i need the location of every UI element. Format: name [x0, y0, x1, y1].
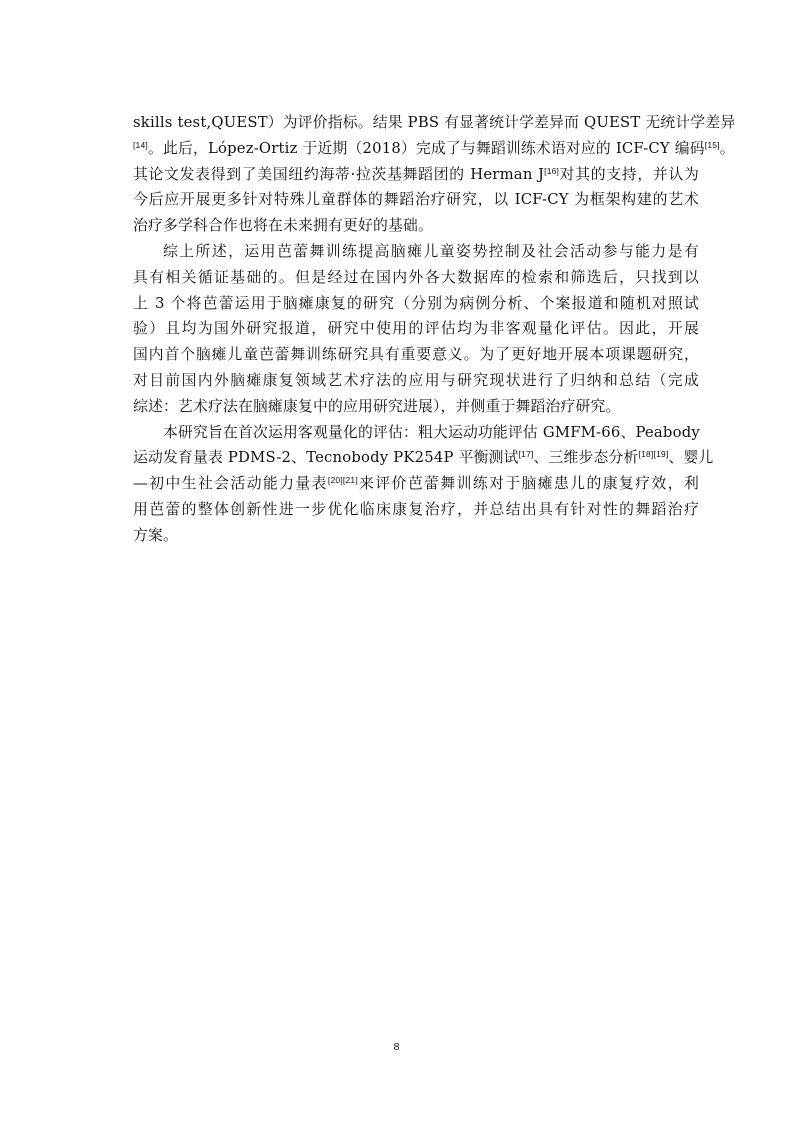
text-run: 用芭蕾的整体创新性进一步优化临床康复治疗，并总结出具有针对性的舞蹈治疗: [133, 500, 699, 518]
text-run: 、三维步态分析: [533, 449, 639, 467]
paragraph-line: [133, 162, 699, 188]
paragraph-line: [133, 497, 699, 523]
paragraph-line: [133, 213, 699, 239]
text-run: 对其的支持，并认为: [559, 165, 699, 183]
paragraph-line: [133, 523, 699, 549]
text-run: 来评价芭蕾舞训练对于脑瘫患儿的康复疗效，利: [357, 475, 699, 493]
paragraph-line: [133, 291, 699, 317]
paragraph-line: [133, 187, 699, 213]
text-run: 综述：艺术疗法在脑瘫康复中的应用研究进展），并侧重于舞蹈治疗研究。: [133, 397, 621, 415]
text-run: 本研究旨在首次运用客观量化的评估：粗大运动功能评估 GMFM-66、Peabody: [163, 423, 700, 441]
text-run: 运动发育量表 PDMS-2、Tecnobody PK254P 平衡测试: [133, 449, 519, 467]
text-run: 国内首个脑瘫儿童芭蕾舞训练研究具有重要意义。为了更好地开展本项课题研究，: [133, 346, 699, 364]
text-run: 、婴儿: [668, 449, 714, 467]
paragraph-line: [133, 265, 699, 291]
paragraph-line: [133, 342, 699, 368]
citation-ref: [14]: [133, 139, 148, 150]
citation-ref: [20][21]: [327, 475, 358, 486]
text-run: 具有相关循证基础的。但是经过在国内外各大数据库的检索和筛选后，只找到以: [133, 268, 699, 286]
text-run: 。: [719, 139, 735, 157]
body-text: [133, 110, 736, 549]
text-run: skills test,QUEST）为评价指标。结果 PBS 有显著统计学差异而 QUEST 无统计学差异: [133, 114, 736, 131]
citation-ref: [18][19]: [638, 449, 669, 460]
citation-ref: [15]: [704, 139, 720, 150]
paragraph-line: [133, 136, 735, 162]
text-run: 今后应开展更多针对特殊儿童群体的舞蹈治疗研究，以 ICF-CY 为框架构建的艺术: [133, 191, 699, 209]
text-run: 治疗多学科合作也将在未来拥有更好的基础。: [133, 217, 433, 235]
text-run: 对目前国内外脑瘫康复领域艺术疗法的应用与研究现状进行了归纳和总结（完成: [133, 371, 699, 389]
paragraph-line: [133, 110, 736, 136]
text-run: 综上所述，运用芭蕾舞训练提高脑瘫儿童姿势控制及社会活动参与能力是有: [163, 242, 699, 260]
paragraph-line: [133, 471, 699, 497]
paragraph-line: [133, 368, 699, 394]
paragraph-line: [133, 394, 699, 420]
citation-ref: [16]: [544, 165, 560, 176]
citation-ref: [17]: [518, 449, 534, 460]
paragraph-line: [133, 316, 699, 342]
text-run: 方案。: [133, 526, 178, 544]
text-run: 验）且均为国外研究报道，研究中使用的评估均为非客观量化评估。因此，开展: [133, 320, 699, 338]
paragraph-line: [133, 445, 714, 471]
paragraph-line: [133, 239, 699, 265]
page-number: 8: [393, 1041, 400, 1053]
text-run: —初中生社会活动能力量表: [133, 475, 328, 493]
paragraph-line: [133, 420, 699, 446]
text-run: 上 3 个将芭蕾运用于脑瘫康复的研究（分别为病例分析、个案报道和随机对照试: [133, 294, 699, 312]
text-run: 。此后，López-Ortiz 于近期（2018）完成了与舞蹈训练术语对应的 ICF-CY 编码: [147, 139, 705, 157]
text-run: 其论文发表得到了美国纽约海蒂·拉茨基舞蹈团的 Herman J: [133, 165, 545, 183]
